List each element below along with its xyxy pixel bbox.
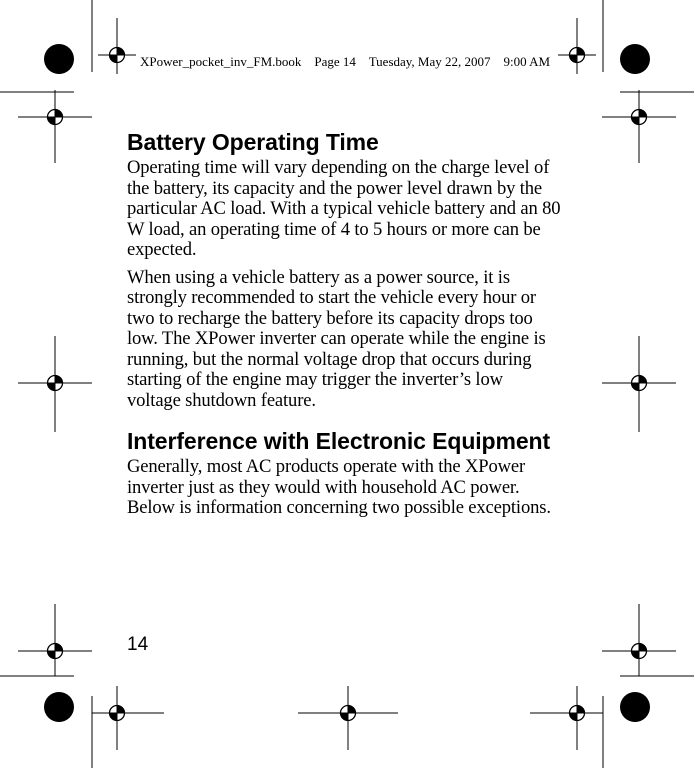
paragraph-interference: Generally, most AC products operate with the XPower inverter just as they would with household AC power. Below is information concerning two possible exceptions. (127, 456, 551, 518)
print-slug-line: XPower_pocket_inv_FM.book Page 14 Tuesday, May 22, 2007 9:00 AM (140, 54, 551, 69)
page-body (127, 128, 561, 526)
paragraph-operating-time: Operating time will vary depending on the charge level of the battery, its capacity and the power level drawn by the particular AC load. With a typical vehicle battery and an 80 W load, an operating time of 4 to 5 hours or more can be expected. (127, 157, 561, 260)
paragraph-vehicle-battery: When using a vehicle battery as a power source, it is strongly recommended to start the vehicle every hour or two to recharge the battery before its capacity drops too low. The XPower inverter can operate while the engine is running, but the normal voltage drop that occurs during starting of the engine may trigger the inverter’s low voltage shutdown feature. (127, 266, 546, 411)
section-heading-interference: Interference with Electronic Equipment (127, 428, 551, 454)
page-number: 14 (127, 634, 149, 655)
section-heading-battery-operating-time: Battery Operating Time (127, 129, 379, 155)
